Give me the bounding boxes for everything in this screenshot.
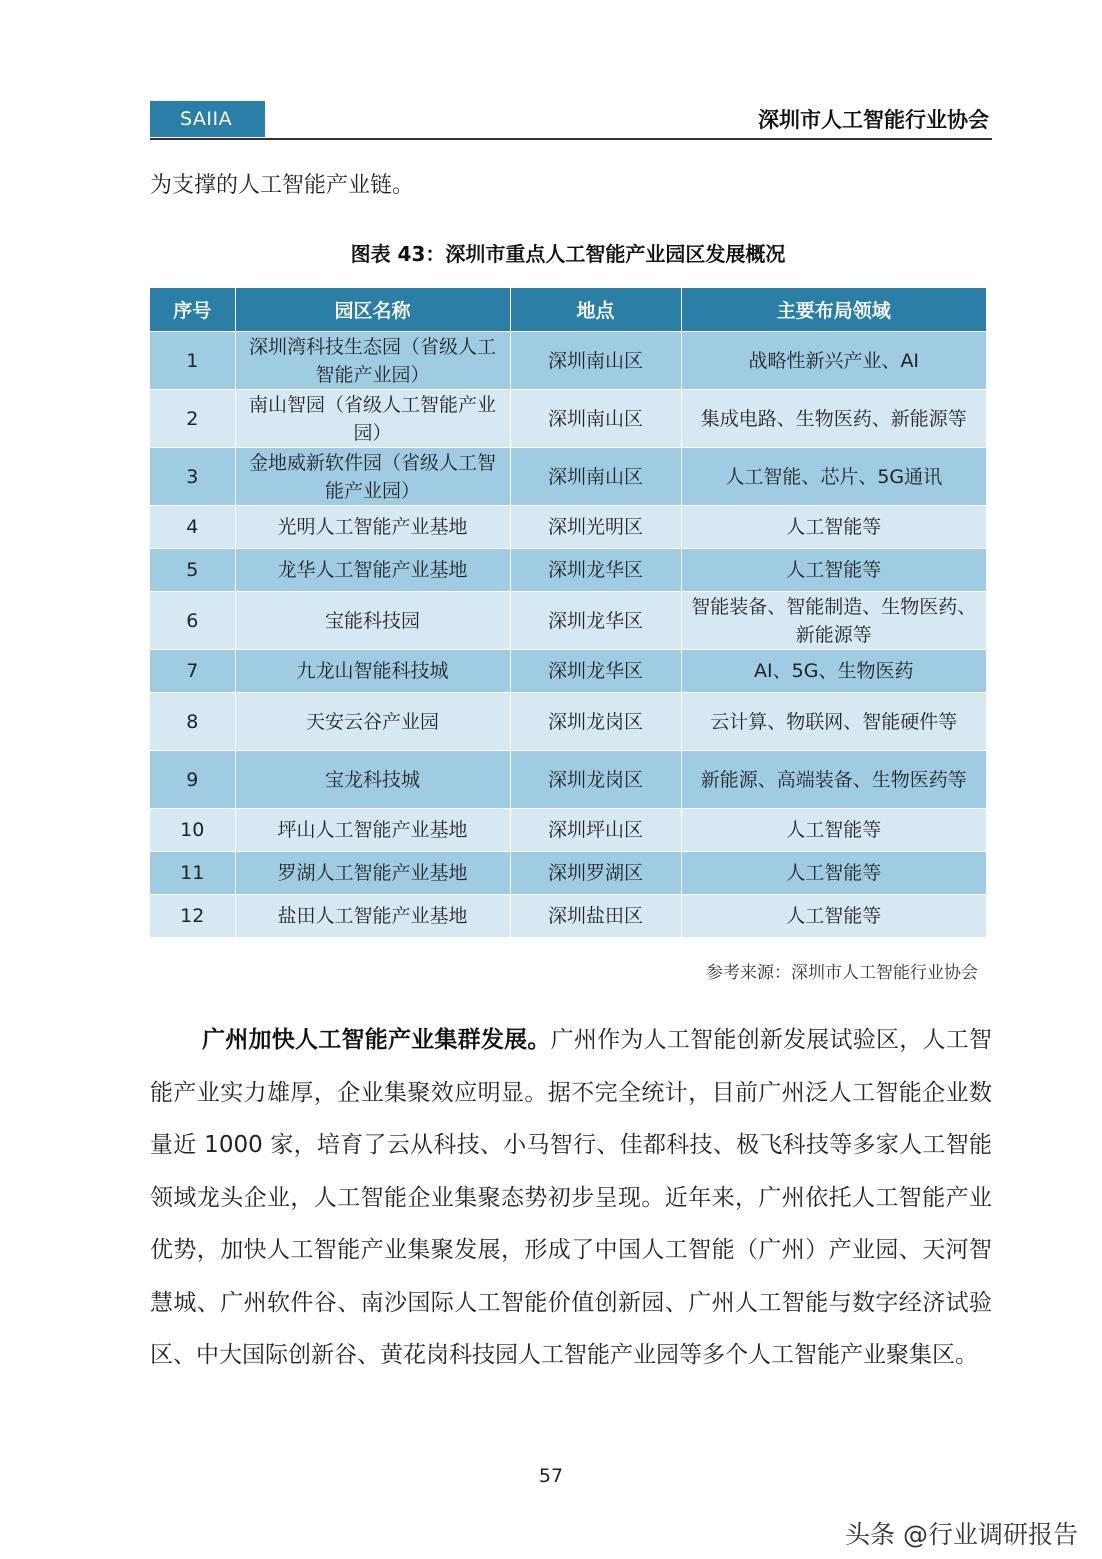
header-focus: 主要布局领域 [681, 288, 986, 332]
cell-no: 1 [150, 332, 235, 390]
header-name: 园区名称 [235, 288, 510, 332]
cell-no: 10 [150, 809, 235, 852]
cell-focus: 人工智能等 [681, 895, 986, 938]
cell-location: 深圳龙岗区 [510, 693, 681, 751]
table-row [150, 592, 986, 650]
cell-focus: 人工智能、芯片、5G通讯 [681, 448, 986, 506]
table-row [150, 809, 986, 852]
cell-location: 深圳盐田区 [510, 895, 681, 938]
cell-name: 宝能科技园 [235, 592, 510, 650]
paragraph-body: 广州作为人工智能创新发展试验区，人工智能产业实力雄厚，企业集聚效应明显。据不完全统计，目前广州泛人工智能企业数量近 1000 家，培育了云从科技、小马智行、佳都科技、极飞科技等多家人工智能领域龙头企业，人工智能企业集聚态势初步呈现。近年来，广州依托人工智能产业优势，加快人工智能产业集聚发展，形成了中国人工智能（广州）产业园、天河智慧城、广州软件谷、南沙国际人工智能价值创新园、广州人工智能与数字经济试验区、中大国际创新谷、黄花岗科技园人工智能产业园等多个人工智能产业聚集区。 [150, 1027, 993, 1368]
paragraph-lead: 广州加快人工智能产业集群发展。 [202, 1027, 551, 1053]
cell-location: 深圳坪山区 [510, 809, 681, 852]
cell-location: 深圳南山区 [510, 390, 681, 448]
table-row [150, 390, 986, 448]
table-row [150, 332, 986, 390]
table-body [150, 332, 986, 938]
cell-name: 金地威新软件园（省级人工智能产业园） [235, 448, 510, 506]
cell-name: 宝龙科技城 [235, 751, 510, 809]
cell-location: 深圳龙岗区 [510, 751, 681, 809]
header-divider [150, 138, 992, 140]
cell-name: 龙华人工智能产业基地 [235, 549, 510, 592]
cell-focus: 云计算、物联网、智能硬件等 [681, 693, 986, 751]
cell-focus: 人工智能等 [681, 852, 986, 895]
cell-location: 深圳龙华区 [510, 592, 681, 650]
cell-location: 深圳龙华区 [510, 650, 681, 693]
cell-name: 九龙山智能科技城 [235, 650, 510, 693]
cell-no: 11 [150, 852, 235, 895]
cell-name: 光明人工智能产业基地 [235, 506, 510, 549]
cell-location: 深圳龙华区 [510, 549, 681, 592]
table-row [150, 693, 986, 751]
parks-table [150, 288, 986, 937]
cell-focus: 战略性新兴产业、AI [681, 332, 986, 390]
header-tag: SAIIA [150, 101, 265, 137]
cell-location: 深圳南山区 [510, 448, 681, 506]
cell-focus: 人工智能等 [681, 809, 986, 852]
cell-location: 深圳光明区 [510, 506, 681, 549]
cell-no: 5 [150, 549, 235, 592]
cell-name: 南山智园（省级人工智能产业园） [235, 390, 510, 448]
cell-name: 盐田人工智能产业基地 [235, 895, 510, 938]
table-row [150, 506, 986, 549]
header-location: 地点 [510, 288, 681, 332]
cell-no: 3 [150, 448, 235, 506]
cell-location: 深圳南山区 [510, 332, 681, 390]
cell-name: 坪山人工智能产业基地 [235, 809, 510, 852]
continuation-text: 为支撑的人工智能产业链。 [150, 173, 415, 198]
cell-focus: AI、5G、生物医药 [681, 650, 986, 693]
cell-location: 深圳罗湖区 [510, 852, 681, 895]
cell-no: 8 [150, 693, 235, 751]
table-caption: 图表 43：深圳市重点人工智能产业园区发展概况 [350, 242, 786, 266]
header-org-name: 深圳市人工智能行业协会 [758, 108, 989, 132]
cell-no: 9 [150, 751, 235, 809]
cell-no: 2 [150, 390, 235, 448]
cell-no: 6 [150, 592, 235, 650]
cell-focus: 人工智能等 [681, 506, 986, 549]
table-source: 参考来源：深圳市人工智能行业协会 [706, 963, 978, 983]
table-row [150, 895, 986, 938]
table-row [150, 751, 986, 809]
page-number: 57 [538, 1465, 564, 1487]
watermark: 头条 @行业调研报告 [845, 1520, 1078, 1549]
cell-name: 罗湖人工智能产业基地 [235, 852, 510, 895]
table-row [150, 650, 986, 693]
table-row [150, 448, 986, 506]
table-row [150, 852, 986, 895]
cell-focus: 智能装备、智能制造、生物医药、新能源等 [681, 592, 986, 650]
cell-no: 12 [150, 895, 235, 938]
cell-no: 7 [150, 650, 235, 693]
cell-no: 4 [150, 506, 235, 549]
cell-focus: 新能源、高端装备、生物医药等 [681, 751, 986, 809]
cell-name: 深圳湾科技生态园（省级人工智能产业园） [235, 332, 510, 390]
cell-focus: 集成电路、生物医药、新能源等 [681, 390, 986, 448]
cell-focus: 人工智能等 [681, 549, 986, 592]
body-paragraph [150, 1014, 992, 1382]
table-row [150, 549, 986, 592]
table-header-row [150, 288, 986, 332]
header-no: 序号 [150, 288, 235, 332]
cell-name: 天安云谷产业园 [235, 693, 510, 751]
